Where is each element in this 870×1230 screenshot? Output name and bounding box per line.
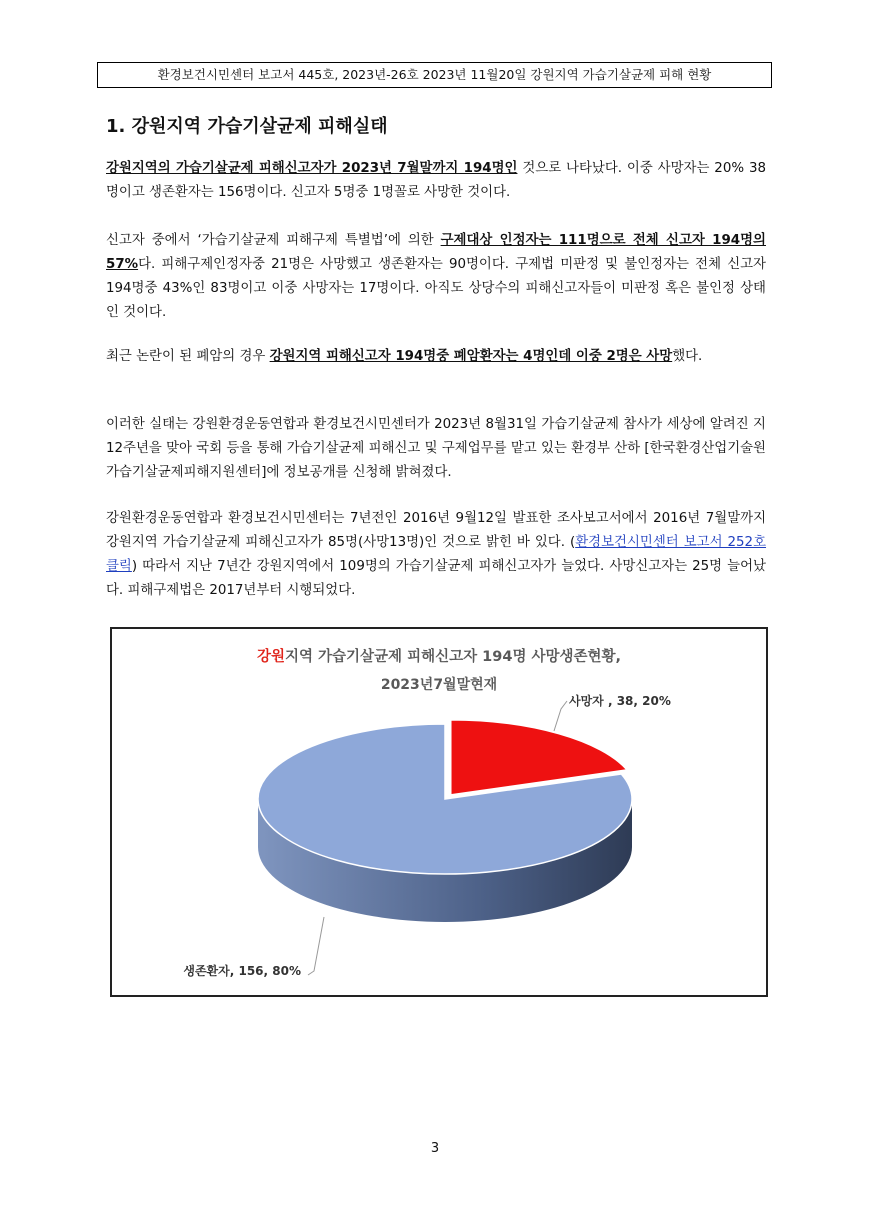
- report-header: 환경보건시민센터 보고서 445호, 2023년-26호 2023년 11월20일 강원지역 가습기살균제 피해 현황: [97, 62, 772, 88]
- paragraph-2-highlight: 구제대상 인정자는 111명으로 전체 신고자 194명의 57%: [106, 233, 766, 272]
- chart-title-highlight: 강원: [256, 649, 285, 665]
- paragraph-4: 이러한 실태는 강원환경운동연합과 환경보건시민센터가 2023년 8월31일 가습기살균제 참사가 세상에 알려진 지 12주년을 맞아 국회 등을 통해 가습기살균제 피해신고 및 구제업무를 맡고 있는 환경부 산하 [한국환경산업기술원 가습기살균제피해지원센터]에 정보공개를 신청해 밝혀졌다.: [106, 417, 766, 480]
- paragraph-5-text-a: 강원환경운동연합과 환경보건시민센터는 7년전인 2016년 9월12일 발표한 조사보고서에서 2016년 7월말까지 강원지역 가습기살균제 피해신고자가 85명(사망13명)인 것으로 밝힌 바 있다. (: [106, 511, 766, 550]
- page-number: 3: [430, 1141, 440, 1156]
- paragraph-2-text-b: 다. 피해구제인정자중 21명은 사망했고 생존환자는 90명이다. 구제법 미판정 및 불인정자는 전체 신고자 194명중 43%인 83명이고 이중 사망자는 17명이다. 아직도 상당수의 피해신고자들이 미판정 혹은 불인정 상태인 것이다.: [106, 257, 766, 320]
- pie-chart-svg: [112, 629, 766, 995]
- slice-label-dead: 사망자 , 38, 20%: [569, 694, 671, 708]
- paragraph-1: [106, 157, 766, 205]
- report-252-link[interactable]: 환경보건시민센터 보고서 252호 클릭: [106, 535, 767, 574]
- chart-title: [257, 647, 621, 665]
- label-leader-alive: [308, 917, 324, 975]
- slice-label-alive: 생존환자, 156, 80%: [183, 964, 301, 978]
- paragraph-1-highlight: 강원지역의 가습기살균제 피해신고자가 2023년 7월말까지 194명인: [106, 161, 518, 176]
- paragraph-1-text: 것으로 나타났다. 이중 사망자는 20% 38명이고 생존환자는 156명이다. 신고자 5명중 1명꼴로 사망한 것이다.: [106, 161, 766, 200]
- pie-slices: [258, 720, 632, 922]
- label-leader-dead: [554, 701, 567, 731]
- paragraph-5: [106, 507, 766, 603]
- paragraph-3-text-b: 했다.: [672, 349, 703, 364]
- paragraph-3: [106, 345, 766, 369]
- chart-title-rest: 지역 가습기살균제 피해신고자 194명 사망생존현황,: [284, 649, 622, 665]
- paragraph-3-text-a: 최근 논란이 된 폐암의 경우: [106, 349, 270, 364]
- chart-subtitle: 2023년7월말현재: [380, 677, 498, 693]
- paragraph-3-highlight: 강원지역 피해신고자 194명중 폐암환자는 4명인데 이중 2명은 사망: [269, 349, 673, 364]
- pie-chart: [110, 627, 768, 997]
- paragraph-5-text-b: ) 따라서 지난 7년간 강원지역에서 109명의 가습기살균제 피해신고자가 늘었다. 사망신고자는 25명 늘어났다. 피해구제법은 2017년부터 시행되었다.: [106, 559, 766, 598]
- paragraph-2-text-a: 신고자 중에서 ‘가습기살균제 피해구제 특별법’에 의한: [106, 233, 441, 248]
- section-title: 1. 강원지역 가습기살균제 피해실태: [106, 116, 388, 137]
- paragraph-2: [106, 229, 766, 325]
